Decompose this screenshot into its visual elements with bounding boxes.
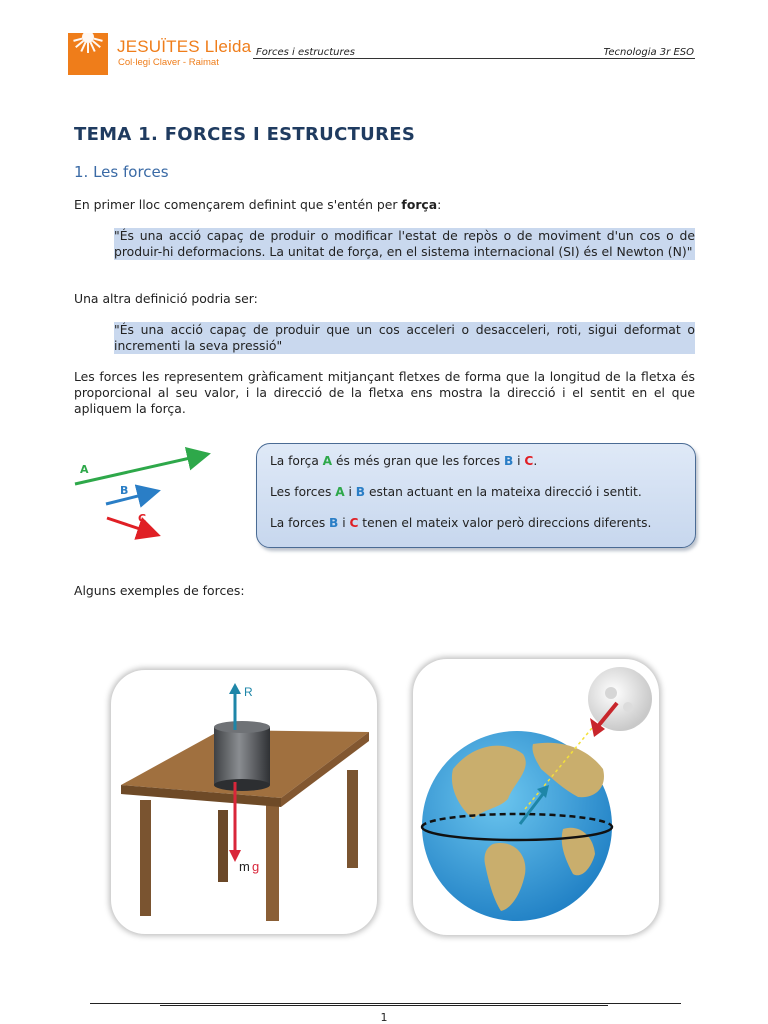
weight-label-m: m xyxy=(239,859,250,874)
weight-label-g: g xyxy=(252,859,260,874)
force-arrow-a xyxy=(75,454,208,484)
logo-subtitle: Col·legi Claver - Raimat xyxy=(118,57,219,68)
force-arrows-diagram xyxy=(70,445,220,545)
examples-label: Alguns exemples de forces: xyxy=(74,583,245,598)
normal-force-label: R xyxy=(244,685,253,699)
logo-mark xyxy=(68,33,108,75)
section-heading: 1. Les forces xyxy=(74,163,169,181)
weight-block xyxy=(214,727,270,785)
logo-name: JESUÏTES Lleida xyxy=(117,37,252,56)
table-leg xyxy=(140,800,151,916)
arrow-label-c: C xyxy=(138,512,147,525)
page-title: TEMA 1. FORCES I ESTRUCTURES xyxy=(74,124,416,145)
header-subject: Forces i estructures xyxy=(256,47,355,58)
intro-paragraph xyxy=(74,197,695,213)
definition-quote-2: "És una acció capaç de produir que un cos acceleri o desacceleri, roti, sigui deformat o incrementi la seva pressió" xyxy=(114,322,695,353)
arrows-paragraph: Les forces les representem gràficament mitjançant fletxes de forma que la longitud de la fletxa és proporcional al seu valor, i la direcció de la fletxa ens mostra la direcció i el sentit en el que apliquem la força. xyxy=(74,369,695,416)
earth-moon-gravity-illustration xyxy=(413,659,659,935)
callout-line-1: La força A és més gran que les forces B i C. xyxy=(270,454,538,468)
table-leg xyxy=(266,803,279,921)
footer-rule xyxy=(90,1003,681,1004)
arrow-label-a: A xyxy=(80,463,89,476)
forces-callout-box xyxy=(256,443,696,548)
table-leg xyxy=(347,770,358,868)
alternative-definition-label: Una altra definició podria ser: xyxy=(74,291,258,306)
intro-bold-term: força xyxy=(401,197,438,212)
table-force-illustration xyxy=(111,670,377,934)
page-number: 1 xyxy=(380,1011,388,1024)
header-course: Tecnologia 3r ESO xyxy=(603,47,694,58)
intro-colon: : xyxy=(437,197,442,212)
moon xyxy=(588,667,652,731)
force-arrow-b xyxy=(106,491,158,504)
definition-quote-1: "És una acció capaç de produir o modificar l'estat de repòs o de moviment d'un cos o de produir-hi deformacions. La unitat de força, en el sistema internacional (SI) és el Newton (N)" xyxy=(114,228,695,259)
header-rule xyxy=(253,58,695,59)
callout-line-2: Les forces A i B estan actuant en la mateixa direcció i sentit. xyxy=(270,485,642,499)
table-leg xyxy=(218,810,228,882)
intro-text: En primer lloc començarem definint que s'entén per xyxy=(74,197,402,212)
callout-line-3: La forces B i C tenen el mateix valor però direccions diferents. xyxy=(270,516,652,530)
footer-rule-inner xyxy=(160,1005,608,1006)
arrow-label-b: B xyxy=(120,484,129,497)
force-arrow-c xyxy=(107,518,158,535)
